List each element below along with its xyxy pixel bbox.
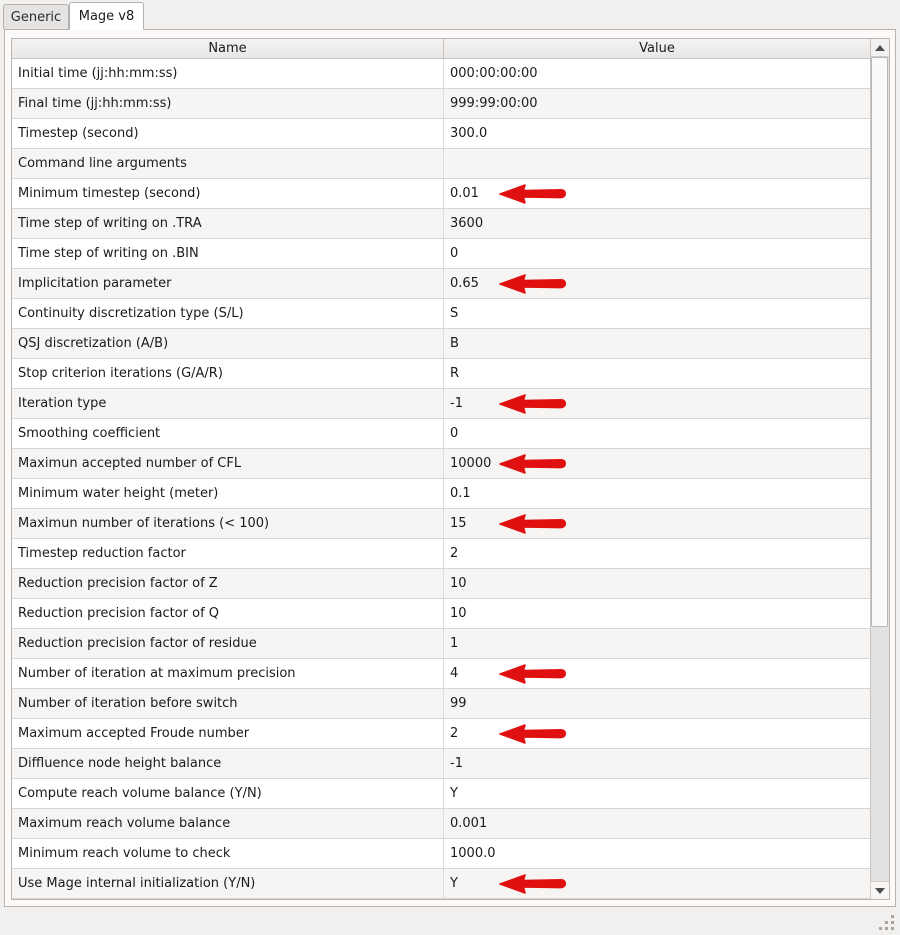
resize-grip-icon[interactable] xyxy=(873,909,897,933)
param-value-cell[interactable] xyxy=(444,509,870,538)
param-value-text: 1000.0 xyxy=(450,846,496,861)
param-value-cell[interactable] xyxy=(444,629,870,658)
table-row[interactable] xyxy=(12,119,870,149)
tab-page-panel xyxy=(4,29,896,907)
param-name-cell[interactable]: Compute reach volume balance (Y/N) xyxy=(12,779,444,808)
table-row[interactable] xyxy=(12,749,870,779)
param-name-cell[interactable]: QSJ discretization (A/B) xyxy=(12,329,444,358)
tab-mage-v8-label: Mage v8 xyxy=(78,8,135,24)
param-value-text: 3600 xyxy=(450,216,484,231)
param-name-cell[interactable]: Initial time (jj:hh:mm:ss) xyxy=(12,59,444,88)
param-value-cell[interactable] xyxy=(444,719,870,748)
param-value-cell[interactable] xyxy=(444,359,870,388)
table-row[interactable] xyxy=(12,449,870,479)
scroll-down-icon xyxy=(875,888,885,894)
param-name-cell[interactable]: Maximun accepted number of CFL xyxy=(12,449,444,478)
param-value-text: 99 xyxy=(450,696,467,711)
param-value-text: R xyxy=(450,366,460,381)
red-arrow-icon xyxy=(498,723,568,745)
table-row[interactable] xyxy=(12,839,870,869)
table-row[interactable] xyxy=(12,659,870,689)
param-value-cell[interactable] xyxy=(444,539,870,568)
param-name-cell[interactable]: Minimum timestep (second) xyxy=(12,179,444,208)
param-name-cell[interactable]: Number of iteration before switch xyxy=(12,689,444,718)
table-main xyxy=(12,39,870,899)
table-row[interactable] xyxy=(12,569,870,599)
param-value-cell[interactable] xyxy=(444,869,870,898)
param-value-cell[interactable] xyxy=(444,569,870,598)
param-value-cell[interactable] xyxy=(444,329,870,358)
param-name-cell[interactable]: Continuity discretization type (S/L) xyxy=(12,299,444,328)
scroll-up-icon xyxy=(875,45,885,51)
param-value-cell[interactable] xyxy=(444,149,870,178)
table-row[interactable] xyxy=(12,479,870,509)
table-row[interactable] xyxy=(12,299,870,329)
table-row[interactable] xyxy=(12,269,870,299)
table-header xyxy=(12,39,870,59)
param-name-cell[interactable]: Timestep reduction factor xyxy=(12,539,444,568)
table-row[interactable] xyxy=(12,389,870,419)
red-arrow-icon xyxy=(498,273,568,295)
param-value-text: 0.001 xyxy=(450,816,488,831)
status-bar xyxy=(0,907,900,935)
red-arrow-icon xyxy=(498,513,568,535)
param-value-cell[interactable] xyxy=(444,689,870,718)
table-row[interactable] xyxy=(12,239,870,269)
param-value-cell[interactable] xyxy=(444,209,870,238)
scrollbar-up-button[interactable] xyxy=(871,39,889,57)
table-row[interactable] xyxy=(12,599,870,629)
table-row[interactable] xyxy=(12,539,870,569)
param-value-cell[interactable] xyxy=(444,839,870,868)
tab-bar xyxy=(0,0,900,29)
param-value-text: -1 xyxy=(450,756,463,771)
param-name-cell[interactable]: Minimum water height (meter) xyxy=(12,479,444,508)
column-header-name[interactable]: Name xyxy=(12,39,444,58)
param-value-cell[interactable] xyxy=(444,89,870,118)
param-name-cell[interactable]: Iteration type xyxy=(12,389,444,418)
column-header-value[interactable]: Value xyxy=(639,41,675,56)
table-row[interactable] xyxy=(12,329,870,359)
param-value-cell[interactable] xyxy=(444,749,870,778)
table-row[interactable] xyxy=(12,149,870,179)
param-value-text: 0 xyxy=(450,426,459,441)
param-value-cell[interactable] xyxy=(444,299,870,328)
param-value-cell[interactable] xyxy=(444,449,870,478)
param-value-text: 4 xyxy=(450,666,459,681)
param-value-text: 2 xyxy=(450,546,459,561)
param-name-cell[interactable]: Number of iteration at maximum precision xyxy=(12,659,444,688)
param-name-cell[interactable]: Reduction precision factor of Q xyxy=(12,599,444,628)
param-name-cell[interactable]: Time step of writing on .BIN xyxy=(12,239,444,268)
table-row[interactable] xyxy=(12,209,870,239)
table-row[interactable] xyxy=(12,509,870,539)
param-value-text: 10000 xyxy=(450,456,492,471)
param-name-cell[interactable]: Command line arguments xyxy=(12,149,444,178)
param-value-cell[interactable] xyxy=(444,119,870,148)
table-row[interactable] xyxy=(12,779,870,809)
table-row[interactable] xyxy=(12,179,870,209)
param-name-cell[interactable]: Minimum reach volume to check xyxy=(12,839,444,868)
param-name-cell[interactable]: Implicitation parameter xyxy=(12,269,444,298)
table-row[interactable] xyxy=(12,719,870,749)
param-name-cell[interactable]: Final time (jj:hh:mm:ss) xyxy=(12,89,444,118)
param-value-text: 300.0 xyxy=(450,126,488,141)
scrollbar-thumb[interactable] xyxy=(871,57,888,627)
param-value-cell[interactable] xyxy=(444,389,870,418)
param-value-cell[interactable] xyxy=(444,809,870,838)
param-value-cell[interactable] xyxy=(444,59,870,88)
param-value-text: B xyxy=(450,336,459,351)
param-name-cell[interactable]: Maximun number of iterations (< 100) xyxy=(12,509,444,538)
param-value-cell[interactable] xyxy=(444,779,870,808)
param-name-cell[interactable]: Use Mage internal initialization (Y/N) xyxy=(12,869,444,898)
vertical-scrollbar[interactable] xyxy=(870,39,889,899)
param-value-cell[interactable] xyxy=(444,419,870,448)
param-value-cell[interactable] xyxy=(444,269,870,298)
param-value-text: Y xyxy=(450,876,458,891)
red-arrow-icon xyxy=(498,873,568,895)
param-value-text: 0.01 xyxy=(450,186,479,201)
param-name-cell[interactable]: Diffluence node height balance xyxy=(12,749,444,778)
red-arrow-icon xyxy=(498,663,568,685)
param-value-cell[interactable] xyxy=(444,599,870,628)
red-arrow-icon xyxy=(498,393,568,415)
param-value-text: S xyxy=(450,306,459,321)
param-name-cell[interactable]: Reduction precision factor of Z xyxy=(12,569,444,598)
param-value-cell[interactable] xyxy=(444,239,870,268)
tab-generic-label: Generic xyxy=(10,9,62,25)
table-row[interactable] xyxy=(12,629,870,659)
scrollbar-down-button[interactable] xyxy=(870,881,889,899)
param-value-cell[interactable] xyxy=(444,179,870,208)
red-arrow-icon xyxy=(498,183,568,205)
param-name-cell[interactable]: Stop criterion iterations (G/A/R) xyxy=(12,359,444,388)
param-value-text: 10 xyxy=(450,606,467,621)
table-row[interactable] xyxy=(12,59,870,89)
param-value-text: -1 xyxy=(450,396,463,411)
param-name-cell[interactable]: Timestep (second) xyxy=(12,119,444,148)
param-value-text: 999:99:00:00 xyxy=(450,96,538,111)
table-row[interactable] xyxy=(12,869,870,899)
param-value-cell[interactable] xyxy=(444,479,870,508)
param-value-text: 10 xyxy=(450,576,467,591)
table-row[interactable] xyxy=(12,89,870,119)
param-name-cell[interactable]: Reduction precision factor of residue xyxy=(12,629,444,658)
param-value-cell[interactable] xyxy=(444,659,870,688)
tab-generic[interactable] xyxy=(3,4,69,29)
param-value-text: 0.1 xyxy=(450,486,471,501)
table-row[interactable] xyxy=(12,689,870,719)
param-value-text: 0.65 xyxy=(450,276,479,291)
param-value-text: 0 xyxy=(450,246,459,261)
red-arrow-icon xyxy=(498,453,568,475)
param-value-text: Y xyxy=(450,786,458,801)
scrollbar-track[interactable] xyxy=(871,57,889,881)
table-row[interactable] xyxy=(12,419,870,449)
param-value-text: 2 xyxy=(450,726,459,741)
parameters-table xyxy=(11,38,890,900)
param-value-text: 1 xyxy=(450,636,459,651)
param-value-text: 15 xyxy=(450,516,467,531)
table-row[interactable] xyxy=(12,359,870,389)
table-rows xyxy=(12,59,870,899)
param-name-cell[interactable]: Maximum reach volume balance xyxy=(12,809,444,838)
param-name-cell[interactable]: Maximum accepted Froude number xyxy=(12,719,444,748)
table-row[interactable] xyxy=(12,809,870,839)
param-value-text: 000:00:00:00 xyxy=(450,66,538,81)
tab-mage-v8[interactable] xyxy=(69,2,144,30)
param-name-cell[interactable]: Smoothing coefficient xyxy=(12,419,444,448)
param-name-cell[interactable]: Time step of writing on .TRA xyxy=(12,209,444,238)
